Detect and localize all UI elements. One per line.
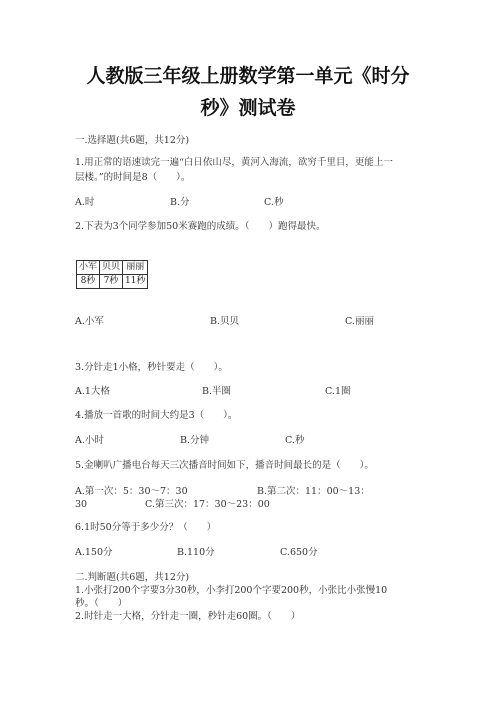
table-cell: 11秒: [123, 275, 148, 289]
table-cell: 8秒: [77, 275, 100, 289]
table-cell: 7秒: [100, 275, 123, 289]
q6-option-b: B.110分: [177, 547, 215, 558]
q4-option-a: A.小时: [75, 435, 104, 446]
q5-text: 5.金喇叭广播电台每天三次播音时间如下，播音时间最长的是（ ）。: [75, 460, 374, 471]
q5-option-b-continued: 30: [75, 499, 88, 510]
q3-option-b: B.半圈: [202, 386, 232, 397]
q5-option-c: C.第三次：17：30～23：00: [145, 499, 270, 510]
page-title-line1: 人教版三年级上册数学第一单元《时分: [86, 65, 410, 87]
q3-text: 3.分针走1小格，秒针要走（ ）。: [75, 362, 228, 373]
q2-option-c: C.丽丽: [345, 316, 374, 327]
q4-text: 4.播放一首歌的时间大约是3（ ）。: [75, 410, 238, 421]
q1-option-a: A.时: [75, 197, 95, 208]
q1-text-line1: 1.用正常的语速读完一遍“白日依山尽，黄河入海流，欲穷千里目，更能上一: [75, 157, 393, 168]
q2-option-b: B.贝贝: [210, 316, 240, 327]
table-row: [77, 261, 148, 275]
judge-q2-text: 2.时针走一大格，分针走一圈，秒针走60圈。（ ）: [75, 611, 301, 622]
section1-heading: 一.选择题(共6题，共12分): [75, 135, 190, 146]
q3-option-c: C.1圈: [325, 386, 351, 397]
q6-text: 6.1时50分等于多少分？（ ）: [75, 522, 217, 533]
q6-option-c: C.650分: [280, 547, 318, 558]
q3-option-a: A.1大格: [75, 386, 110, 397]
q4-option-c: C.秒: [285, 435, 305, 446]
q5-option-a: A.第一次：5：30～7：30: [75, 486, 188, 497]
judge-q1-line2: 秒。（ ）: [75, 598, 128, 609]
q6-option-a: A.150分: [75, 547, 113, 558]
q1-option-b: B.分: [170, 197, 190, 208]
q5-option-b: B.第二次：11：00～13：: [257, 486, 370, 497]
table-header-cell: 贝贝: [100, 261, 123, 275]
section2-heading: 二.判断题(共6题，共12分): [75, 572, 190, 583]
q2-option-a: A.小军: [75, 316, 104, 327]
race-results-table: [76, 260, 148, 289]
q1-text-line2: 层楼。”的时间是8（ ）。: [75, 172, 191, 183]
table-header-cell: 丽丽: [123, 261, 148, 275]
table-row: [77, 275, 148, 289]
q1-option-c: C.秒: [264, 197, 284, 208]
table-header-cell: 小军: [77, 261, 100, 275]
q4-option-b: B.分钟: [180, 435, 210, 446]
q2-text: 2.下表为3个同学参加50米赛跑的成绩。（ ）跑得最快。: [75, 221, 326, 232]
page-title-line2: 秒》测试卷: [200, 97, 296, 119]
judge-q1-line1: 1.小张打200个字要3分30秒，小李打200个字要200秒，小张比小张慢10: [75, 585, 388, 596]
